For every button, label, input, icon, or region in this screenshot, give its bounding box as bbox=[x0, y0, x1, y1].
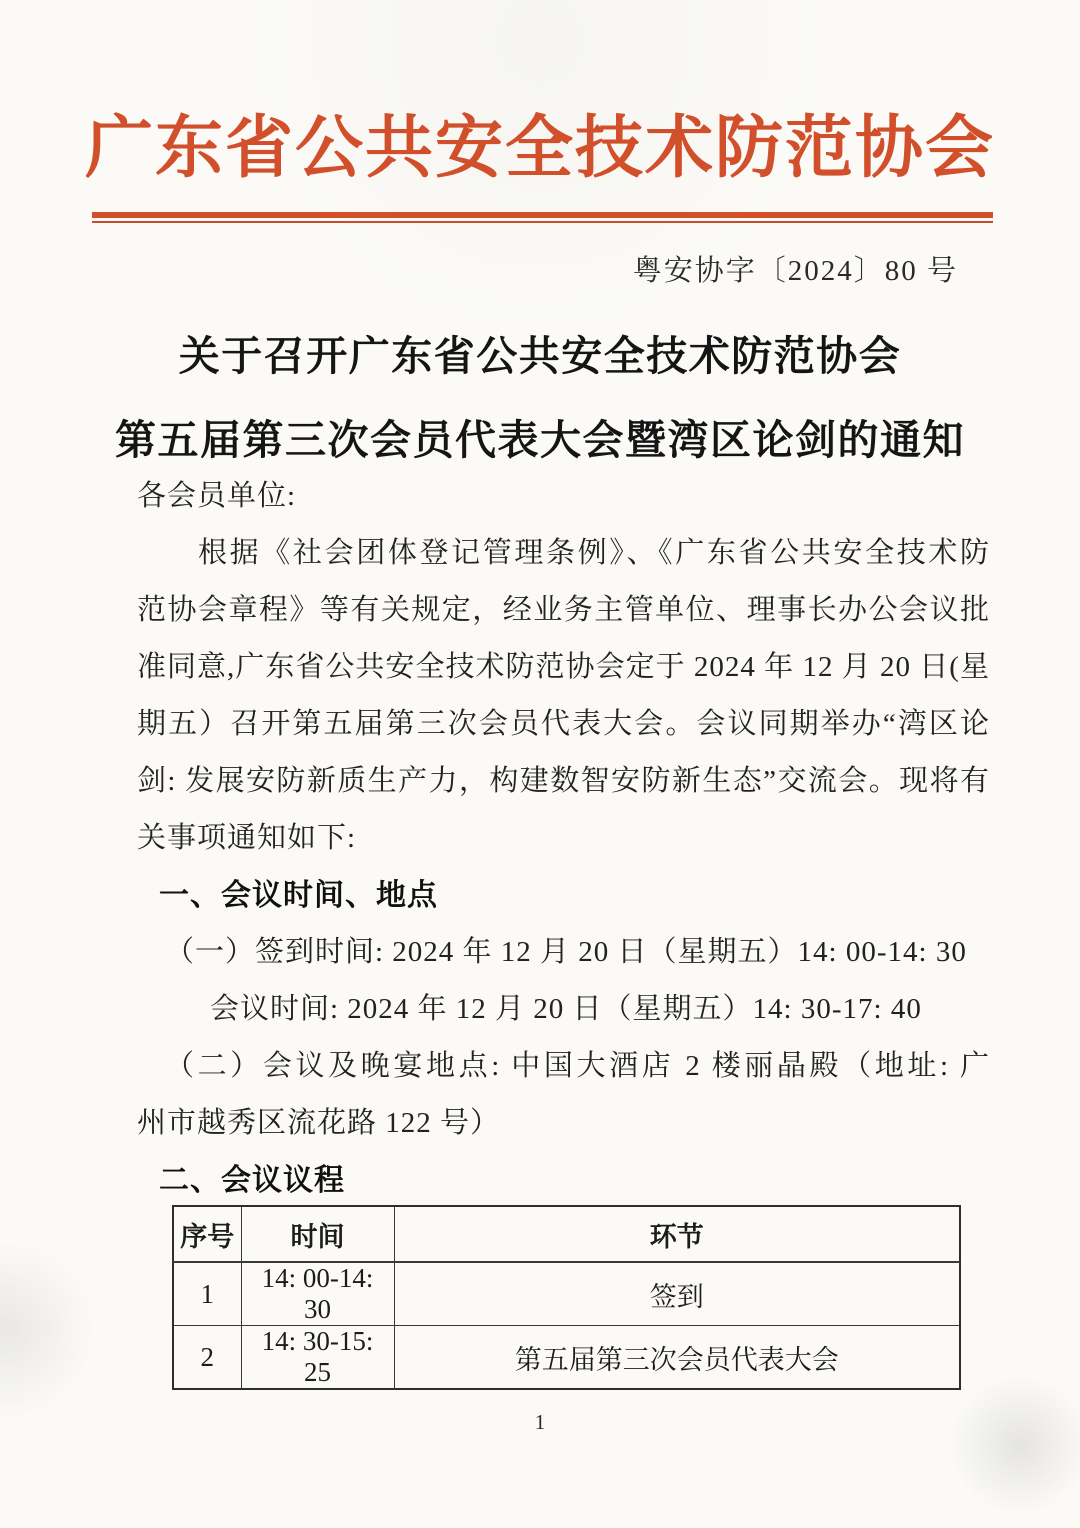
table-header-row bbox=[173, 1206, 960, 1262]
table-row bbox=[173, 1326, 960, 1390]
agenda-table bbox=[172, 1205, 961, 1390]
body-line: 期五）召开第五届第三次会员代表大会。会议同期举办“湾区论 bbox=[137, 708, 990, 740]
body-line: 剑: 发展安防新质生产力，构建数智安防新生态”交流会。现将有 bbox=[137, 765, 990, 797]
cell-time: 14: 30-15: 25 bbox=[241, 1326, 394, 1390]
col-header-stage: 环节 bbox=[394, 1206, 960, 1262]
body-line: 范协会章程》等有关规定，经业务主管单位、理事长办公会议批 bbox=[137, 594, 990, 626]
body-line: 准同意,广东省公共安全技术防范协会定于 2024 年 12 月 20 日(星 bbox=[137, 651, 990, 683]
cell-stage: 签到 bbox=[394, 1262, 960, 1326]
letterhead-org-name: 广东省公共安全技术防范协会 bbox=[84, 110, 995, 186]
cell-seq: 1 bbox=[173, 1262, 241, 1326]
notice-title-line2: 第五届第三次会员代表大会暨湾区论剑的通知 bbox=[115, 417, 965, 463]
document-number: 粤安协字〔2024〕80 号 bbox=[632, 255, 958, 287]
col-header-seq: 序号 bbox=[173, 1206, 241, 1262]
notice-title-line1: 关于召开广东省公共安全技术防范协会 bbox=[178, 333, 902, 379]
body-line: 根据《社会团体登记管理条例》、《广东省公共安全技术防 bbox=[198, 537, 990, 569]
body-line: （二）会议及晚宴地点: 中国大酒店 2 楼丽晶殿（地址: 广 bbox=[165, 1050, 990, 1082]
cell-stage: 第五届第三次会员代表大会 bbox=[394, 1326, 960, 1390]
notice-title bbox=[0, 314, 1080, 482]
body-line: 州市越秀区流花路 122 号） bbox=[137, 1107, 501, 1139]
body-line: （一）签到时间: 2024 年 12 月 20 日（星期五）14: 00-14: 30 bbox=[165, 936, 967, 968]
rule-thin-line bbox=[92, 221, 993, 223]
page-number: 1 bbox=[534, 1410, 546, 1434]
salutation: 各会员单位: bbox=[137, 480, 297, 512]
col-header-time: 时间 bbox=[241, 1206, 394, 1262]
cell-seq: 2 bbox=[173, 1326, 241, 1390]
notice-body bbox=[137, 468, 990, 1209]
section-heading-1: 一、会议时间、地点 bbox=[159, 879, 438, 912]
table-row bbox=[173, 1262, 960, 1326]
cell-time: 14: 00-14: 30 bbox=[241, 1262, 394, 1326]
section-heading-2: 二、会议议程 bbox=[159, 1164, 345, 1197]
body-line: 关事项通知如下: bbox=[137, 822, 357, 854]
body-line: 会议时间: 2024 年 12 月 20 日（星期五）14: 30-17: 40 bbox=[210, 993, 922, 1025]
letterhead-double-rule bbox=[92, 212, 993, 223]
